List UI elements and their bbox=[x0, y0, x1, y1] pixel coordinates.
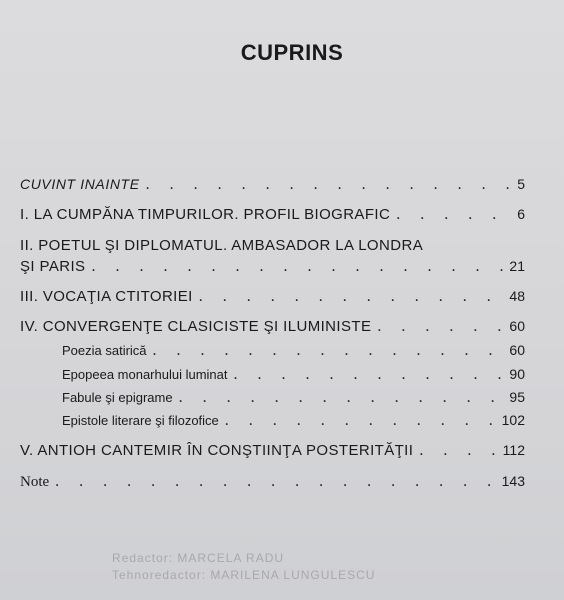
toc-subentry-fables bbox=[62, 389, 525, 407]
toc-page-number: 6 bbox=[517, 206, 525, 222]
toc-page-number: 143 bbox=[501, 473, 525, 489]
toc-subentry-satire bbox=[62, 342, 525, 360]
toc-entry-chapter-3 bbox=[20, 288, 525, 306]
toc-entry-label: Epistole literare şi filozofice bbox=[62, 413, 219, 428]
dot-leader bbox=[419, 442, 496, 460]
toc-page-number: 112 bbox=[502, 442, 525, 458]
toc-subentry-epopee bbox=[62, 366, 525, 384]
toc-entry-label: Note bbox=[20, 474, 50, 490]
toc-entry-label: V. ANTIOH CANTEMIR ÎN CONŞTIINŢA POSTERITĂŢII bbox=[20, 442, 414, 459]
dot-leader bbox=[377, 318, 503, 336]
dot-leader bbox=[146, 176, 512, 194]
dot-leader bbox=[179, 389, 504, 407]
toc-entry-label: Poezia satirică bbox=[62, 343, 147, 358]
dot-leader bbox=[225, 412, 496, 430]
toc-page-number: 95 bbox=[509, 389, 525, 405]
toc-page-number: 60 bbox=[509, 342, 525, 358]
toc-page-number: 90 bbox=[509, 366, 525, 382]
dot-leader bbox=[199, 288, 504, 306]
colophon-editor: Redactor: MARCELA RADU bbox=[112, 551, 285, 565]
dot-leader bbox=[396, 206, 511, 224]
toc-entry-notes bbox=[20, 473, 525, 491]
toc-entry-label: Epopeea monarhului luminat bbox=[62, 367, 228, 382]
toc-entry-label: I. LA CUMPĂNA TIMPURILOR. PROFIL BIOGRAFIC bbox=[20, 206, 391, 223]
toc-entry-label: Fabule şi epigrame bbox=[62, 390, 173, 405]
toc-page-number: 102 bbox=[501, 412, 525, 428]
toc-entry-chapter-5 bbox=[20, 442, 525, 460]
page-title: CUPRINS bbox=[240, 40, 344, 65]
toc-page-number: 60 bbox=[509, 318, 525, 334]
dot-leader bbox=[55, 473, 495, 491]
toc-page-number: 21 bbox=[509, 258, 525, 274]
toc-subentry-epistles bbox=[62, 412, 525, 430]
dot-leader bbox=[234, 366, 504, 384]
toc-entry-label: IV. CONVERGENŢE CLASICISTE ŞI ILUMINISTE bbox=[20, 318, 372, 335]
toc-entry-chapter-1 bbox=[20, 206, 525, 224]
toc-entry-label: ŞI PARIS bbox=[20, 258, 86, 275]
toc-entry-chapter-4 bbox=[20, 318, 525, 336]
toc-page-number: 48 bbox=[509, 288, 525, 304]
toc-entry-chapter-2-line1: II. POETUL ŞI DIPLOMATUL. AMBASADOR LA LONDRA bbox=[20, 237, 424, 254]
toc-entry-label: III. VOCAŢIA CTITORIEI bbox=[20, 288, 193, 305]
dot-leader bbox=[153, 342, 504, 360]
toc-entry-chapter-2 bbox=[20, 258, 525, 276]
toc-page-number: 5 bbox=[517, 176, 525, 192]
colophon-typesetter: Tehnoredactor: MARILENA LUNGULESCU bbox=[112, 568, 376, 582]
dot-leader bbox=[91, 258, 503, 276]
toc-entry-label: CUVINT INAINTE bbox=[20, 176, 140, 192]
toc-entry-foreword bbox=[20, 176, 525, 194]
